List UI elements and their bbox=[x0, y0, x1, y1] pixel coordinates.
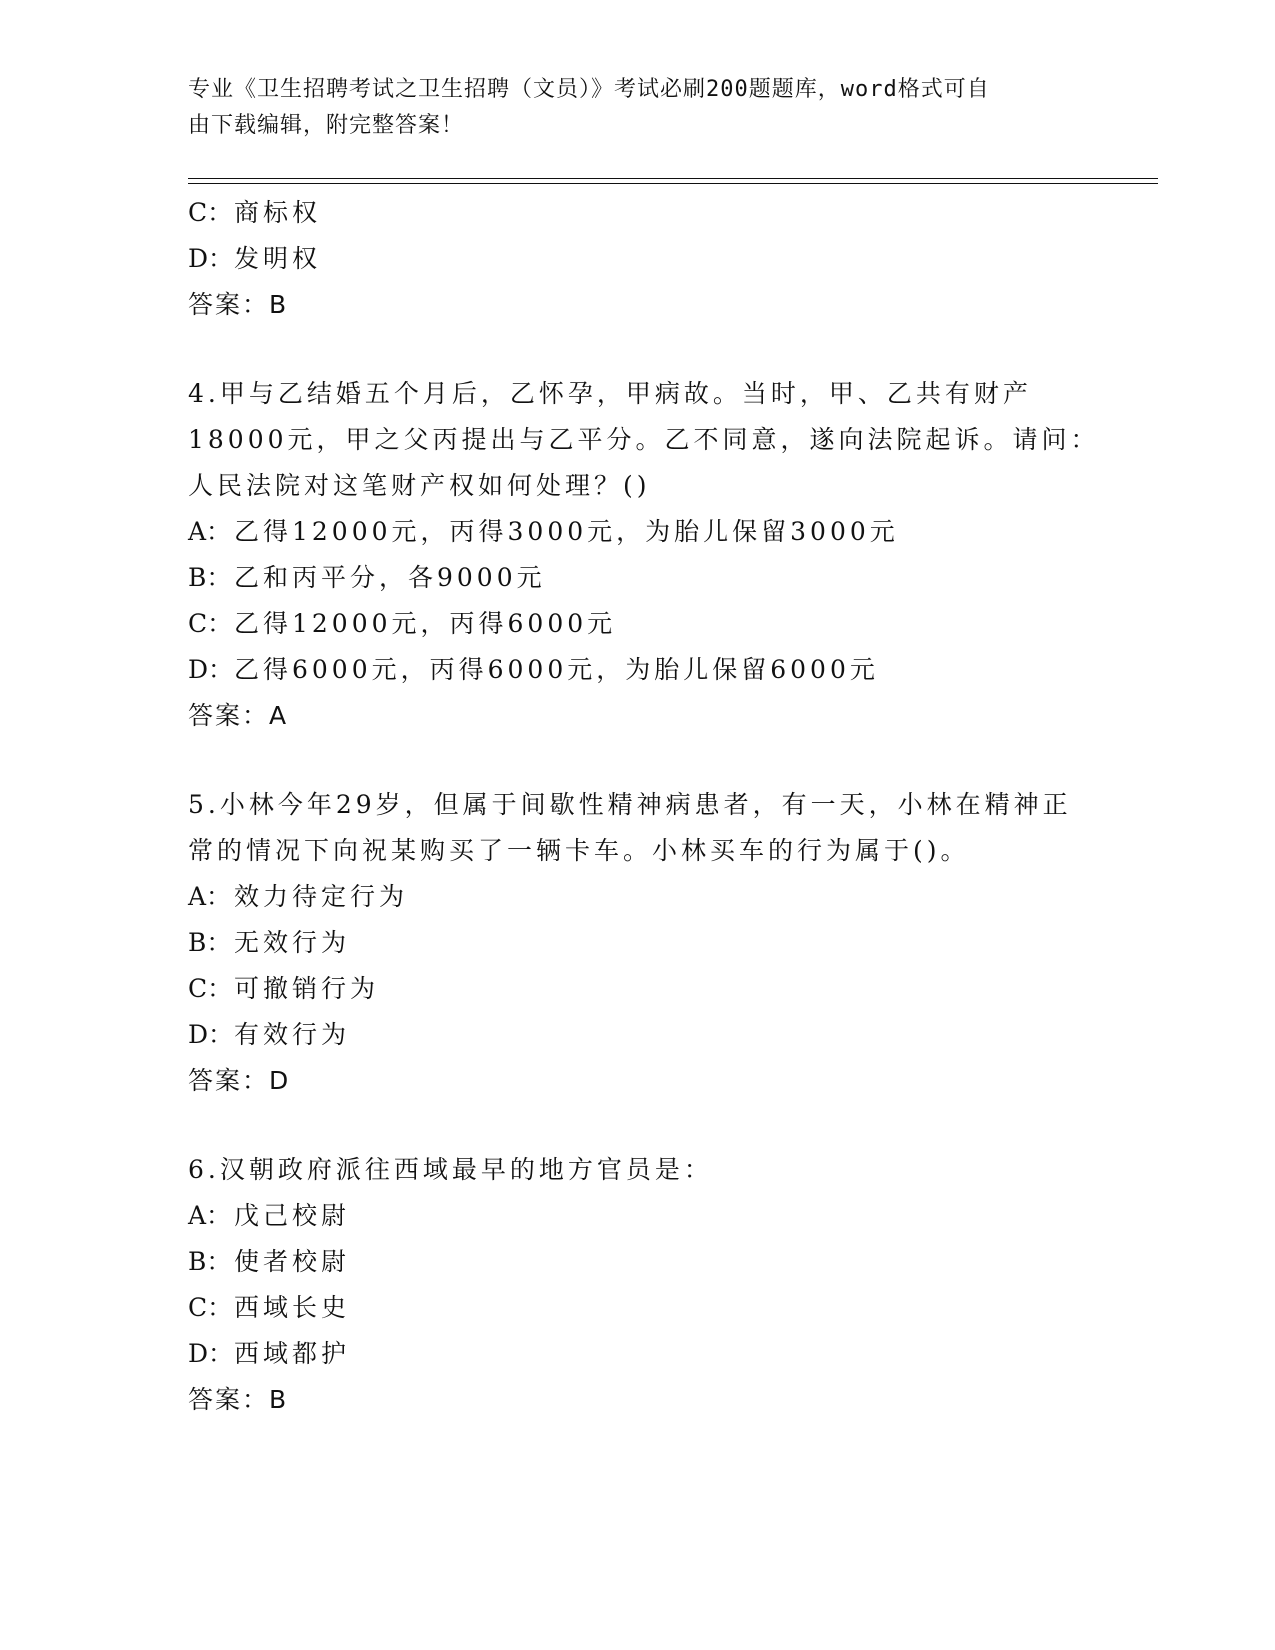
option-text: 可撤销行为 bbox=[234, 974, 380, 1003]
option-b bbox=[188, 1239, 1088, 1285]
option-text: 有效行为 bbox=[234, 1020, 351, 1049]
option-letter: D： bbox=[188, 1020, 234, 1049]
option-letter: C： bbox=[188, 1293, 233, 1322]
spacer bbox=[188, 328, 1088, 371]
question-stem-line: 常的情况下向祝某购买了一辆卡车。小林买车的行为属于()。 bbox=[188, 836, 970, 865]
option-letter: D： bbox=[188, 244, 234, 273]
option-letter: A： bbox=[188, 882, 232, 911]
option-letter: C： bbox=[188, 198, 233, 227]
question-list bbox=[188, 190, 1100, 1423]
option-text: 使者校尉 bbox=[234, 1247, 351, 1276]
option-text: 乙得6000元，丙得6000元，为胎儿保留6000元 bbox=[234, 655, 879, 684]
option-letter: C： bbox=[188, 974, 233, 1003]
header-line-1: 专业《卫生招聘考试之卫生招聘（文员）》考试必刷200题题库，word格式可自 bbox=[188, 77, 990, 102]
option-c bbox=[188, 601, 1088, 647]
option-letter: B： bbox=[188, 1247, 232, 1276]
question-stem-line: 18000元，甲之父丙提出与乙平分。乙不同意，遂向法院起诉。请问： bbox=[188, 425, 1100, 454]
question-6 bbox=[188, 1147, 1088, 1423]
option-text: 发明权 bbox=[234, 244, 322, 273]
option-d bbox=[188, 236, 1088, 282]
option-letter: B： bbox=[188, 563, 232, 592]
option-letter: A： bbox=[188, 517, 232, 546]
option-d bbox=[188, 647, 1088, 693]
header-line-2: 由下载编辑，附完整答案！ bbox=[188, 113, 465, 138]
option-c bbox=[188, 966, 1088, 1012]
question-stem-line: 4.甲与乙结婚五个月后，乙怀孕，甲病故。当时，甲、乙共有财产 bbox=[188, 379, 1032, 408]
question-stem-line: 6.汉朝政府派往西域最早的地方官员是： bbox=[188, 1155, 713, 1184]
answer-line: 答案：B bbox=[188, 290, 289, 319]
option-letter: A： bbox=[188, 1201, 232, 1230]
question-stem-line: 5.小林今年29岁，但属于间歇性精神病患者，有一天，小林在精神正 bbox=[188, 790, 1072, 819]
option-text: 戊己校尉 bbox=[234, 1201, 351, 1230]
option-b bbox=[188, 555, 1088, 601]
option-text: 西域都护 bbox=[234, 1339, 351, 1368]
option-text: 商标权 bbox=[234, 198, 322, 227]
spacer bbox=[188, 739, 1088, 782]
option-a bbox=[188, 1193, 1088, 1239]
header-divider-bottom bbox=[188, 183, 1158, 184]
spacer bbox=[188, 1104, 1088, 1147]
question-4 bbox=[188, 371, 1100, 739]
answer-line: 答案：A bbox=[188, 701, 289, 730]
option-text: 西域长史 bbox=[234, 1293, 351, 1322]
option-letter: D： bbox=[188, 655, 234, 684]
option-d bbox=[188, 1012, 1088, 1058]
option-b bbox=[188, 920, 1088, 966]
option-letter: B： bbox=[188, 928, 232, 957]
option-text: 乙得12000元，丙得3000元，为胎儿保留3000元 bbox=[234, 517, 899, 546]
option-text: 乙得12000元，丙得6000元 bbox=[234, 609, 617, 638]
option-c bbox=[188, 190, 1088, 236]
option-d bbox=[188, 1331, 1088, 1377]
option-text: 无效行为 bbox=[234, 928, 351, 957]
option-c bbox=[188, 1285, 1088, 1331]
answer-line: 答案：D bbox=[188, 1066, 291, 1095]
question-stem-line: 人民法院对这笔财产权如何处理？() bbox=[188, 471, 651, 500]
question-3-tail bbox=[188, 190, 1088, 328]
question-5 bbox=[188, 782, 1088, 1104]
option-text: 效力待定行为 bbox=[234, 882, 409, 911]
option-letter: D： bbox=[188, 1339, 234, 1368]
option-letter: C： bbox=[188, 609, 233, 638]
option-a bbox=[188, 509, 1088, 555]
option-a bbox=[188, 874, 1088, 920]
document-header bbox=[188, 72, 1088, 144]
option-text: 乙和丙平分，各9000元 bbox=[234, 563, 546, 592]
header-divider-top bbox=[188, 178, 1158, 179]
answer-line: 答案：B bbox=[188, 1385, 289, 1414]
